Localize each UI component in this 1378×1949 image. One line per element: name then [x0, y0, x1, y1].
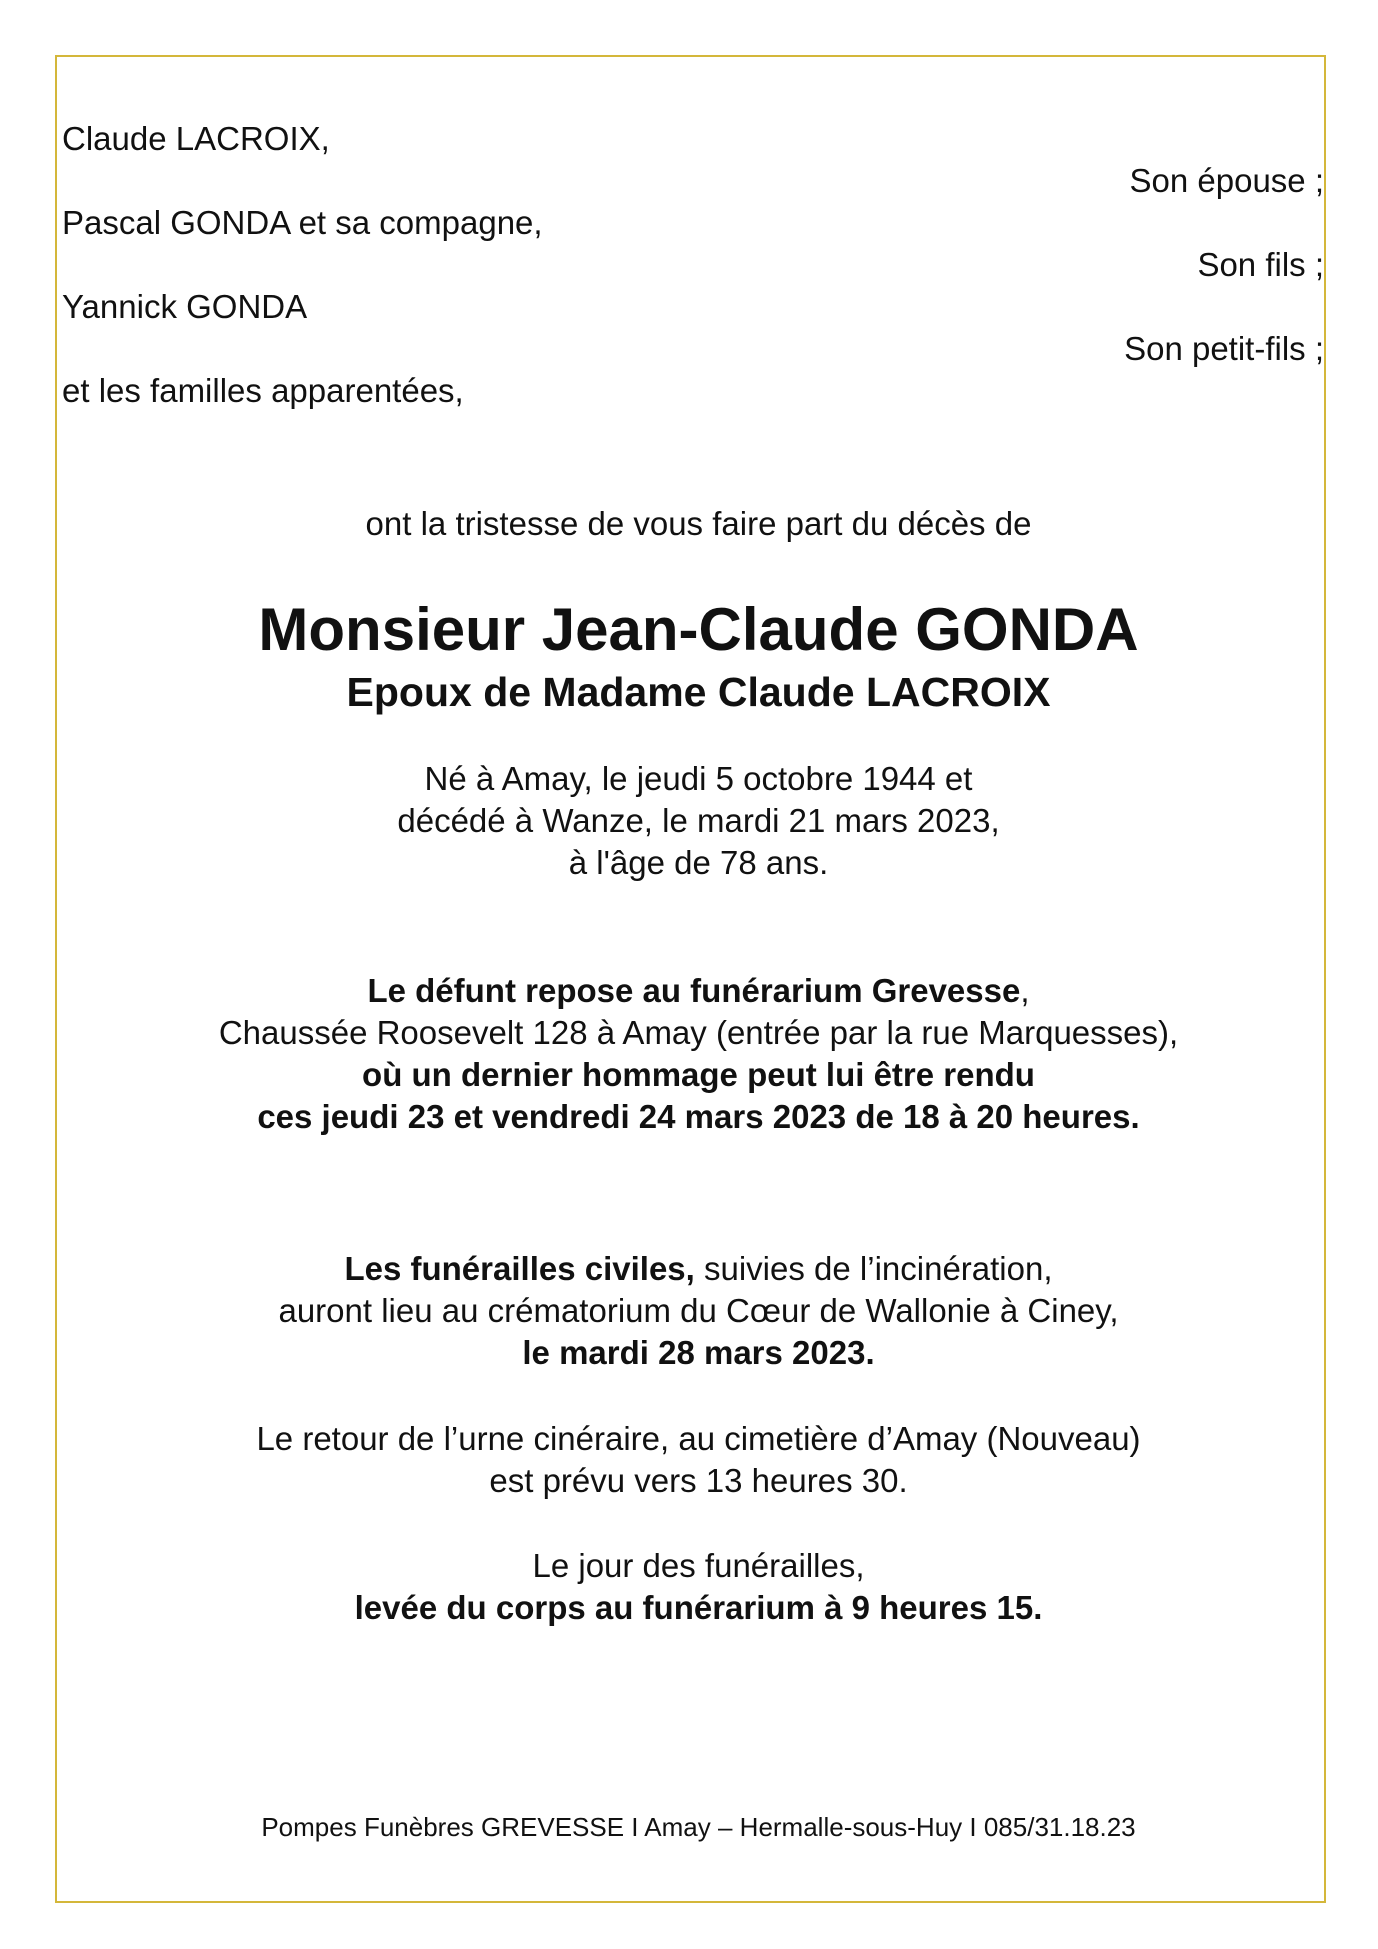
visitation-place: Le défunt repose au funérarium Grevesse [367, 972, 1021, 1009]
family-member-role: Son fils ; [1197, 246, 1324, 283]
family-member-role: Son petit-fils ; [1124, 330, 1324, 367]
funeral-date: le mardi 28 mars 2023. [522, 1334, 875, 1371]
visitation-tribute: où un dernier hommage peut lui être rendu [362, 1056, 1035, 1093]
age-line: à l'âge de 78 ans. [568, 844, 829, 881]
departure-intro: Le jour des funérailles, [532, 1547, 865, 1584]
funeral-block [0, 1248, 1378, 1374]
family-member-name: Claude LACROIX, [62, 120, 330, 157]
funeral-line-1 [0, 1248, 1378, 1290]
death-line: décédé à Wanze, le mardi 21 mars 2023, [397, 802, 1000, 839]
funeral-location: auront lieu au crématorium du Cœur de Wallonie à Ciney, [278, 1292, 1119, 1329]
visitation-line-1 [0, 970, 1378, 1012]
family-list [62, 118, 1324, 412]
urn-time: est prévu vers 13 heures 30. [489, 1462, 908, 1499]
visitation-times: ces jeudi 23 et vendredi 24 mars 2023 de 18 à 20 heures. [257, 1098, 1140, 1135]
family-member-name: Pascal GONDA et sa compagne, [62, 204, 543, 241]
funeral-incineration: suivies de l’incinération, [694, 1250, 1053, 1287]
urn-return: Le retour de l’urne cinéraire, au cimetière d’Amay (Nouveau) [256, 1420, 1141, 1457]
family-extended: et les familles apparentées, [62, 372, 464, 409]
departure-block [0, 1545, 1378, 1629]
urn-block [0, 1418, 1378, 1502]
family-member-name: Yannick GONDA [62, 288, 308, 325]
announcement-intro: ont la tristesse de vous faire part du décès de [365, 505, 1032, 542]
life-dates [0, 758, 1378, 884]
departure-time: levée du corps au funérarium à 9 heures 15. [354, 1589, 1043, 1626]
deceased-name: Monsieur Jean-Claude GONDA [258, 596, 1139, 663]
visitation-comma: , [1020, 972, 1030, 1009]
spouse-line: Epoux de Madame Claude LACROIX [346, 669, 1051, 715]
funeral-home-footer: Pompes Funèbres GREVESSE I Amay – Hermalle-sous-Huy I 085/31.18.23 [261, 1812, 1136, 1842]
visitation-block [0, 970, 1378, 1138]
funeral-type: Les funérailles civiles, [344, 1250, 695, 1287]
visitation-address: Chaussée Roosevelt 128 à Amay (entrée par la rue Marquesses), [218, 1014, 1179, 1051]
birth-line: Né à Amay, le jeudi 5 octobre 1944 et [424, 760, 973, 797]
family-member-role: Son épouse ; [1129, 162, 1324, 199]
